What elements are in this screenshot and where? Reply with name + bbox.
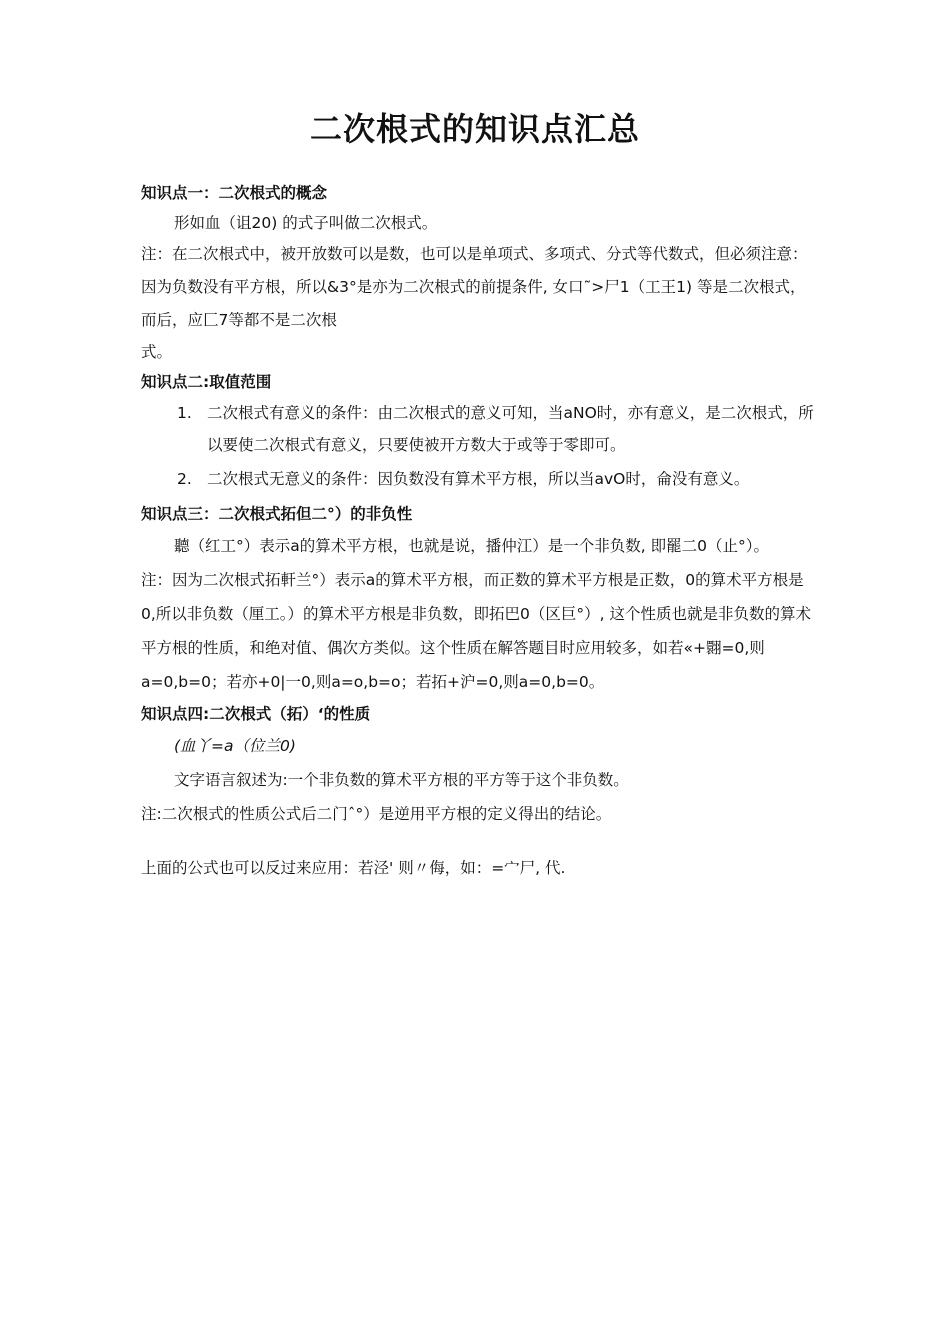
page-title: 二次根式的知识点汇总 bbox=[309, 110, 640, 148]
section-heading: 知识点一：二次根式的概念 bbox=[141, 184, 328, 202]
list-text: 二次根式无意义的条件：因负数没有算术平方根，所以当avO时，侖没有意义。 bbox=[207, 470, 750, 488]
section-nonnegative bbox=[141, 499, 816, 699]
section-heading: 知识点三：二次根式拓但二°）的非负性 bbox=[141, 505, 413, 523]
list-item bbox=[141, 463, 816, 495]
list-item bbox=[141, 397, 816, 461]
condition-list bbox=[141, 397, 816, 495]
note-text: 注：在二次根式中，被开放数可以是数，也可以是单项式、多项式、分式等代数式，但必须注意：因为负数没有平方根，所以&3°是亦为二次根式的前提条件, 女口˜>尸1（工王1) 等是二次根式，而后，应匚7等都不是二次根 bbox=[141, 245, 808, 329]
spacer bbox=[141, 831, 816, 851]
list-number: 1. bbox=[177, 404, 192, 422]
document-body bbox=[141, 178, 816, 885]
reverse-application-line: 上面的公式也可以反过来应用：若泾' 则〃侮，如：=宀尸, 代. bbox=[141, 859, 566, 877]
formula-line: (血丫=a（位兰0) bbox=[174, 737, 296, 755]
note-paragraph bbox=[141, 238, 816, 337]
section-range bbox=[141, 367, 816, 495]
list-text: 二次根式有意义的条件：由二次根式的意义可知，当aNO时，亦有意义，是二次根式，所以要使二次根式有意义，只要使被开方数大于或等于零即可。 bbox=[207, 404, 814, 454]
section-heading: 知识点四:二次根式（拓）‘的性质 bbox=[141, 705, 371, 723]
list-number: 2. bbox=[177, 470, 192, 488]
verbal-description: 文字语言叙述为:一个非负数的算术平方根的平方等于这个非负数。 bbox=[174, 771, 629, 789]
definition-line: 形如血（诅20) 的式子叫做二次根式。 bbox=[174, 214, 438, 232]
section-concept bbox=[141, 178, 816, 367]
property-line: 聽（红工°）表示a的算术平方根，也就是说，播仲江）是一个非负数, 即罷二0（止°）。 bbox=[174, 537, 769, 555]
note-line: 注:二次根式的性质公式后二门ˆ°）是逆用平方根的定义得出的结论。 bbox=[141, 805, 612, 823]
section-square-property bbox=[141, 699, 816, 885]
note-tail: 式。 bbox=[141, 343, 173, 361]
note-paragraph: 注：因为二次根式拓軒兰°）表示a的算术平方根，而正数的算术平方根是正数，0的算术平方根是0,所以非负数（厘工。）的算术平方根是非负数，即拓巴0（区巨°）, 这个性质也就是非负数的算术平方根的性质，和绝对值、偶次方类似。这个性质在解答题目时应用较多，如若«+翾=0,则a=0,b=0；若亦+0|一0,则a=o,b=o；若拓+沪=0,则a=0,b=0。 bbox=[141, 571, 812, 691]
section-heading: 知识点二:取值范围 bbox=[141, 373, 272, 391]
